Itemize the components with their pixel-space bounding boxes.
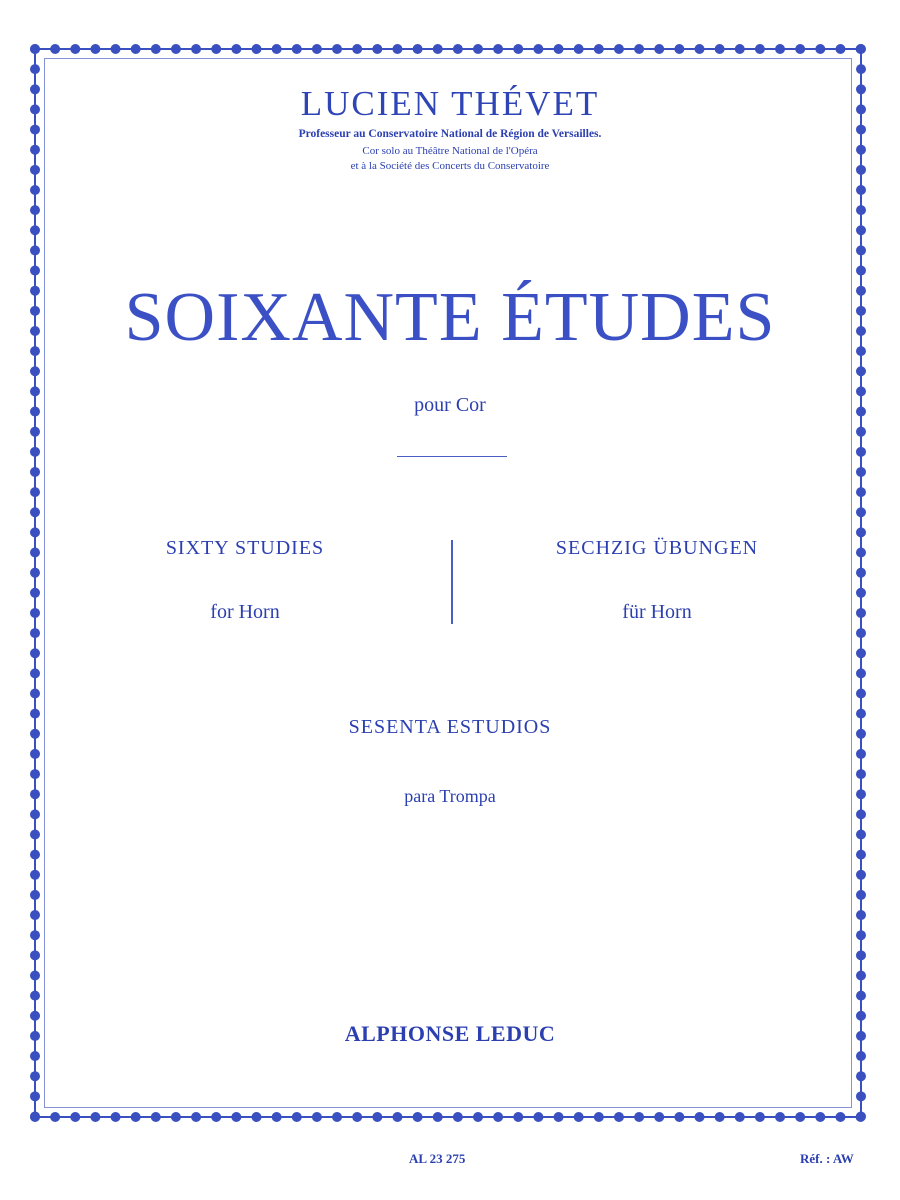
column-divider bbox=[451, 540, 453, 624]
reference-code: Réf. : AW bbox=[800, 1151, 854, 1166]
english-title: SIXTY STUDIES bbox=[165, 537, 325, 559]
main-title: SOIXANTE ÉTUDES bbox=[124, 279, 776, 356]
inner-border-line bbox=[44, 58, 852, 1108]
catalog-number: AL 23 275 bbox=[409, 1151, 466, 1166]
instrument-french: pour Cor bbox=[414, 394, 486, 416]
author-name: LUCIEN THÉVET bbox=[300, 84, 600, 123]
author-credit-3: et à la Société des Concerts du Conservatoire bbox=[350, 160, 550, 172]
author-credit-2: Cor solo au Théâtre National de l'Opéra bbox=[362, 145, 538, 157]
english-instrument: for Horn bbox=[210, 601, 280, 623]
german-instrument: für Horn bbox=[622, 601, 692, 623]
divider-rule bbox=[397, 456, 507, 457]
spanish-title: SESENTA ESTUDIOS bbox=[348, 716, 552, 738]
author-credit-1: Professeur au Conservatoire National de Région de Versailles. bbox=[298, 128, 602, 140]
spanish-instrument: para Trompa bbox=[404, 786, 496, 806]
publisher-name: ALPHONSE LEDUC bbox=[344, 1021, 556, 1046]
german-title: SECHZIG ÜBUNGEN bbox=[555, 537, 759, 559]
